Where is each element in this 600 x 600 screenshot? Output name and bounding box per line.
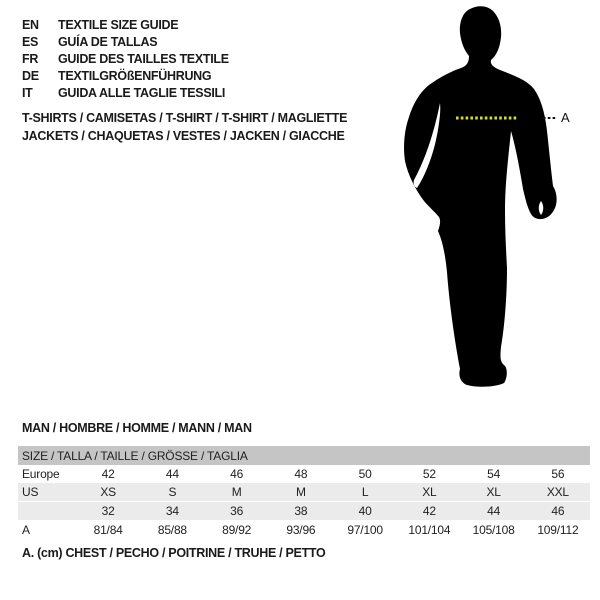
size-cell: 46: [526, 502, 590, 521]
language-row: [22, 84, 229, 101]
size-cell: 85/88: [157, 523, 187, 537]
size-cell: 44: [462, 502, 526, 521]
size-cell: S: [140, 483, 204, 502]
size-cell: 34: [140, 502, 204, 521]
language-label: GUIDE DES TAILLES TEXTILE: [58, 51, 229, 66]
size-cell: 48: [294, 467, 308, 481]
table-row: [18, 483, 590, 502]
size-cell: 109/112: [537, 523, 579, 537]
row-label: Europe: [22, 467, 60, 481]
row-label: A: [22, 523, 30, 537]
size-cell: XS: [76, 483, 140, 502]
size-cell: 52: [422, 467, 436, 481]
category-line-tshirts: T-SHIRTS / CAMISETAS / T-SHIRT / T-SHIRT / MAGLIETTE: [22, 111, 348, 125]
category-line-jackets: JACKETS / CHAQUETAS / VESTES / JACKEN / GIACCHE: [22, 129, 345, 143]
language-row: [22, 33, 229, 50]
size-cell: 36: [205, 502, 269, 521]
language-label: TEXTILGRÖßENFÜHRUNG: [58, 68, 212, 83]
language-list: [22, 16, 229, 101]
language-code: FR: [22, 51, 39, 66]
size-cell: 56: [551, 467, 565, 481]
section-title-man: MAN / HOMBRE / HOMME / MANN / MAN: [22, 421, 252, 435]
language-label: GUÍA DE TALLAS: [58, 34, 158, 49]
table-row: [18, 521, 590, 540]
language-label: GUIDA ALLE TAGLIE TESSILI: [58, 85, 226, 100]
table-row: [18, 465, 590, 483]
size-cell: 44: [165, 467, 179, 481]
size-cell: 38: [269, 502, 333, 521]
measure-footnote: A. (cm) CHEST / PECHO / POITRINE / TRUHE / PETTO: [22, 546, 326, 560]
table-row: [18, 502, 590, 521]
size-table-header: SIZE / TALLA / TAILLE / GRÖSSE / TAGLIA: [18, 446, 590, 465]
row-label: [18, 502, 76, 521]
size-cell: M: [269, 483, 333, 502]
size-cell: 93/96: [286, 523, 316, 537]
size-cell: 54: [487, 467, 501, 481]
row-label: US: [18, 483, 76, 502]
category-lines: [22, 109, 347, 145]
size-cell: 105/108: [472, 523, 515, 537]
language-code: DE: [22, 68, 39, 83]
size-cell: 32: [76, 502, 140, 521]
man-silhouette-figure: [395, 0, 580, 400]
size-cell: 42: [397, 502, 461, 521]
language-code: EN: [22, 17, 39, 32]
language-row: [22, 67, 229, 84]
language-label: TEXTILE SIZE GUIDE: [58, 17, 179, 32]
language-row: [22, 16, 229, 33]
size-cell: 46: [230, 467, 244, 481]
size-cell: M: [205, 483, 269, 502]
size-cell: 40: [333, 502, 397, 521]
size-cell: 101/104: [408, 523, 451, 537]
size-table-body: [18, 465, 590, 539]
size-cell: XL: [397, 483, 461, 502]
man-silhouette: [404, 6, 557, 387]
size-cell: 42: [101, 467, 115, 481]
size-cell: XXL: [526, 483, 590, 502]
size-cell: 50: [358, 467, 372, 481]
size-cell: 97/100: [347, 523, 383, 537]
measure-label-a: A: [561, 110, 570, 125]
language-row: [22, 50, 229, 67]
size-cell: XL: [462, 483, 526, 502]
size-cell: L: [333, 483, 397, 502]
language-code: IT: [22, 85, 33, 100]
size-cell: 81/84: [93, 523, 123, 537]
language-code: ES: [22, 34, 39, 49]
size-cell: 89/92: [222, 523, 252, 537]
size-table-header-row: [18, 446, 590, 465]
size-table: [18, 446, 590, 539]
